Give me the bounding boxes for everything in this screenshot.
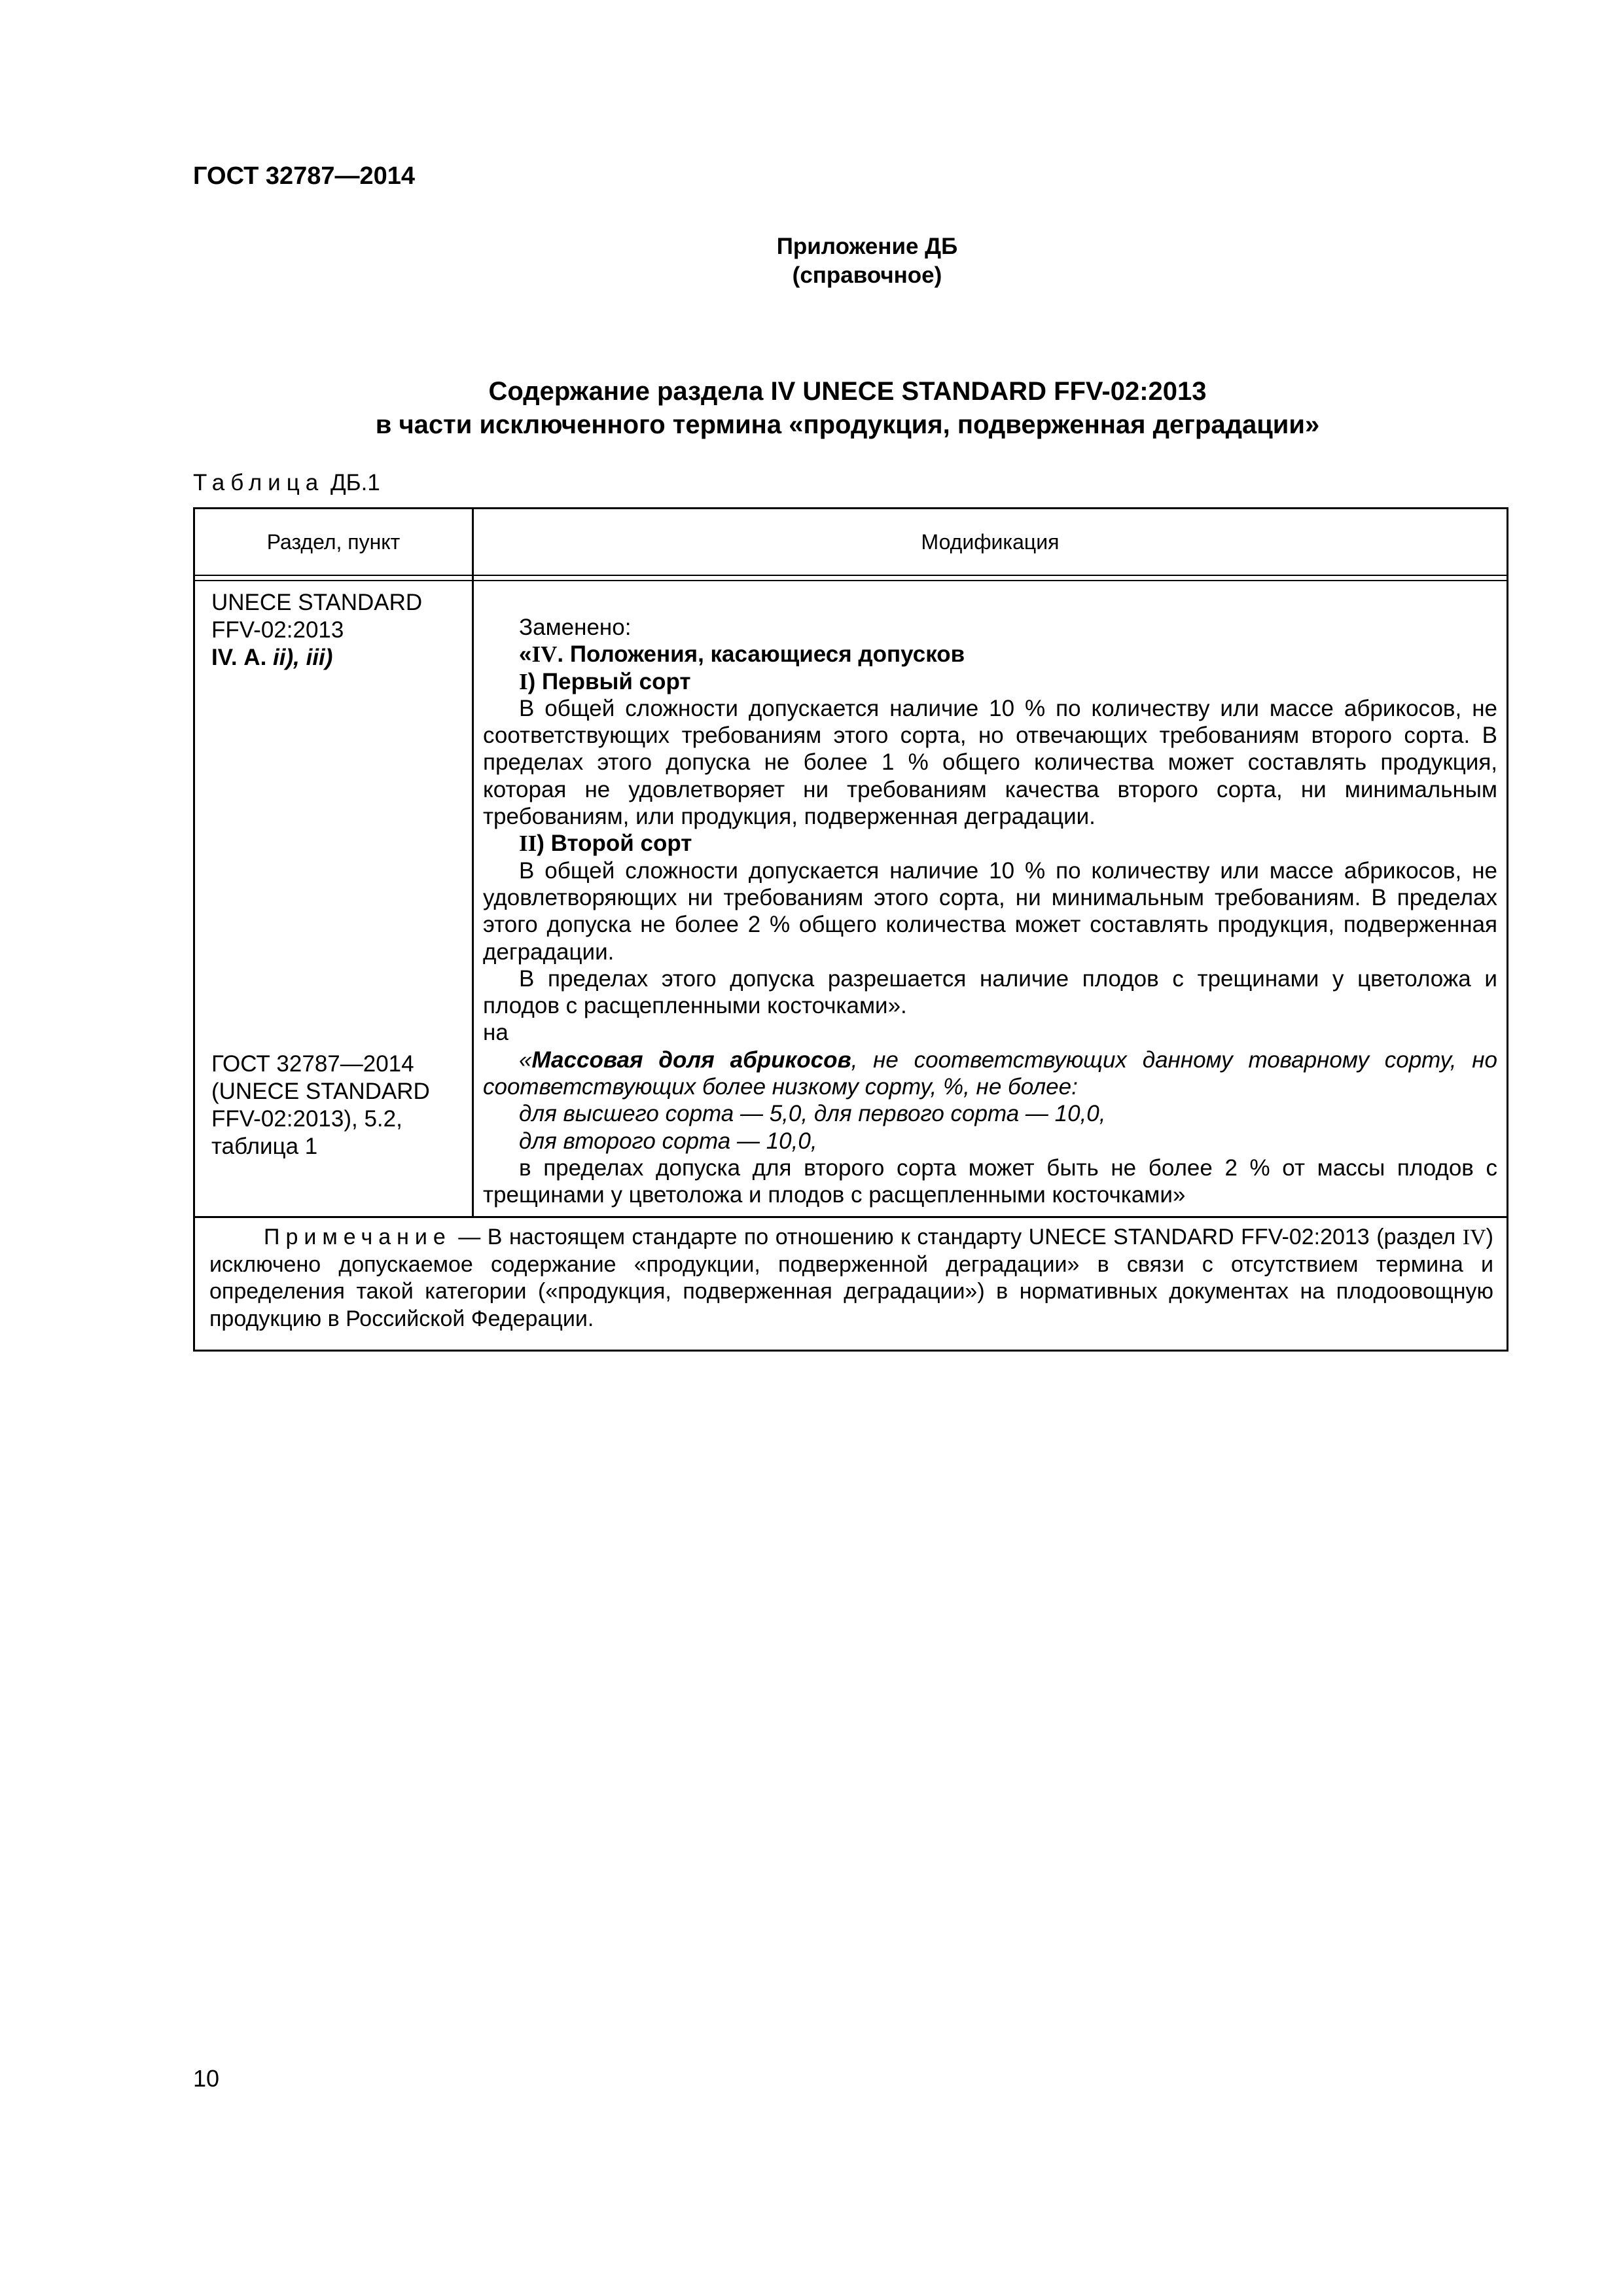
replaced-label: Заменено:	[519, 615, 632, 640]
section-ref-italic: ii), iii)	[273, 645, 333, 670]
section-ref-line: (UNECE STANDARD	[211, 1079, 430, 1104]
section-ref-line: FFV-02:2013), 5.2,	[211, 1106, 402, 1132]
new-text-line-2: для высшего сорта — 5,0, для первого сорта — 10,0,	[519, 1101, 1106, 1127]
table-caption-number: ДБ.1	[330, 470, 380, 495]
modification-text	[483, 614, 1497, 1209]
title-line-1: Содержание раздела IV UNECE STANDARD FFV-02:2013	[488, 377, 1207, 406]
table-caption	[193, 470, 380, 496]
class-2-paragraph: В общей сложности допускается наличие 10 % по количеству или массе абрикосов, не удовлетворяющих ни требованиям этого сорта, ни минимальным требованиям. В пределах этого допуска не более 2 % общего количества может составлять продукция, подверженная деградации.	[483, 857, 1497, 965]
new-text-line-3: для второго сорта — 10,0,	[519, 1128, 817, 1154]
column-divider	[472, 509, 474, 1216]
document-title	[0, 375, 1623, 442]
class-2-heading: II) Второй сорт	[519, 831, 692, 857]
section-ref-line: UNECE STANDARD	[211, 590, 423, 615]
modification-table	[193, 507, 1508, 1352]
class-1-paragraph: В общей сложности допускается наличие 10 % по количеству или массе абрикосов, не соответствующих требованиям этого сорта, но отвечающих требованиям второго сорта. В пределах этого допуска не более 1 % общего количества может составлять продукция, которая не удовлетворяет ни требованиям качества второго сорта, ни минимальным требованиям, или продукция, подверженная деградации.	[483, 695, 1497, 830]
column-header-section: Раздел, пункт	[266, 529, 401, 554]
to-label: на	[483, 1020, 508, 1046]
section-ref-line: таблица 1	[211, 1134, 318, 1159]
appendix-heading	[0, 232, 1623, 290]
title-line-2: в части исключенного термина «продукция, подверженная деградации»	[375, 410, 1320, 439]
note-divider	[195, 1216, 1507, 1218]
class-1-heading: I) Первый сорт	[519, 668, 691, 694]
appendix-type: (справочное)	[792, 262, 942, 288]
section-reference-original	[211, 589, 467, 672]
tolerance-heading: «IV. Положения, касающиеся допусков	[519, 641, 965, 668]
section-ref-bold: IV. А.	[211, 645, 267, 670]
section-ref-line: ГОСТ 32787—2014	[211, 1051, 414, 1077]
appendix-title: Приложение ДБ	[776, 234, 958, 259]
page-number: 10	[193, 2065, 220, 2092]
new-text-paragraph: «Массовая доля абрикосов, не соответствующих данному товарному сорту, но соответствующих более низкому сорту, %, не более:	[483, 1047, 1497, 1100]
class-2-paragraph-2: В пределах этого допуска разрешается наличие плодов с трещинами у цветоложа и плодов с расщепленными косточками».	[483, 965, 1497, 1019]
table-caption-label: Таблица	[193, 470, 325, 495]
document-code: ГОСТ 32787—2014	[193, 162, 416, 190]
table-note: Примечание — В настоящем стандарте по отношению к стандарту UNECE STANDARD FFV-02:2013 (раздел IV) исключено допускаемое содержание «продукции, подверженной деградации» в связи с отсутствием термина и определения такой категории («продукция, подверженная деградации») в нормативных документах на плодоовощную продукцию в Российской Федерации.	[209, 1225, 1493, 1331]
new-text-line-4: в пределах допуска для второго сорта может быть не более 2 % от массы плодов с трещинами у цветоложа и плодов с расщепленными косточками»	[483, 1155, 1497, 1208]
section-reference-gost	[211, 1050, 467, 1160]
column-header-modification: Модификация	[921, 529, 1060, 554]
section-ref-line	[211, 644, 467, 672]
header-divider-double	[195, 580, 1507, 581]
section-ref-line: FFV-02:2013	[211, 617, 344, 643]
note-label: Примечание	[264, 1225, 452, 1249]
header-divider	[195, 575, 1507, 576]
